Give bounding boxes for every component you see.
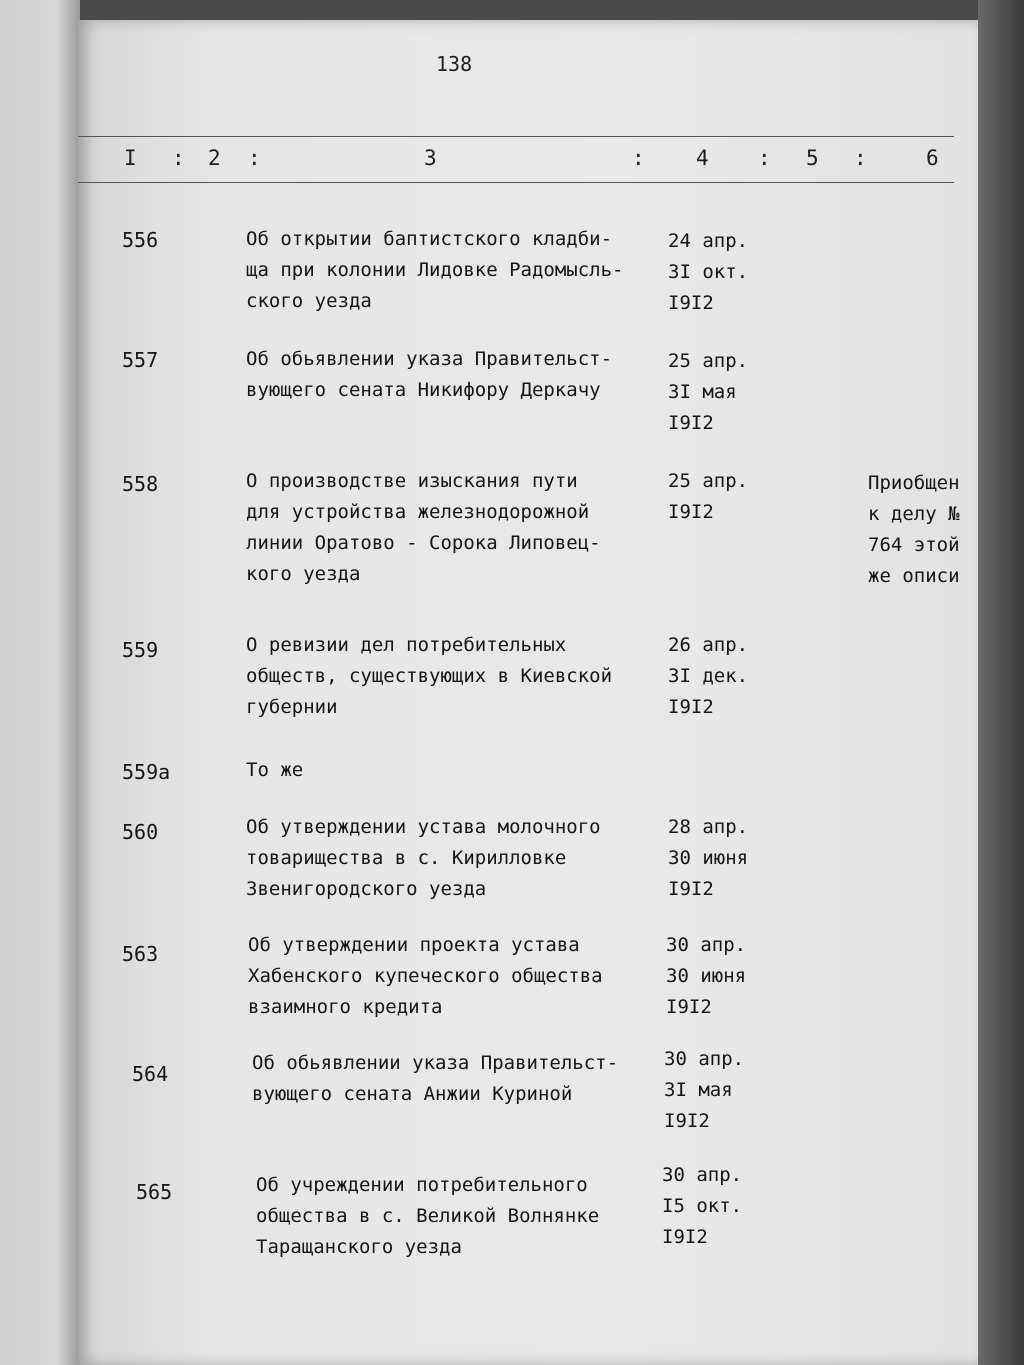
date-start: 25 апр.: [668, 470, 749, 492]
date-end: 3I окт.: [668, 261, 749, 283]
date-start: 24 апр.: [668, 230, 749, 252]
date-start: 30 апр.: [664, 1048, 745, 1070]
title-line: кого уезда: [246, 563, 361, 585]
case-dates: [666, 930, 746, 1023]
column-header-4: 4: [696, 146, 709, 170]
column-header-6: 6: [926, 146, 939, 170]
case-title: [246, 630, 666, 723]
date-end: 30 июня: [666, 965, 747, 987]
case-number: 560: [122, 820, 159, 844]
book-edge: [978, 0, 1024, 1365]
column-separator: :: [172, 146, 185, 170]
title-line: губернии: [246, 696, 338, 718]
case-dates: [664, 1044, 744, 1137]
date-year: I9I2: [668, 292, 714, 314]
title-line: Звенигородского уезда: [246, 878, 487, 900]
title-line: То же: [246, 759, 304, 781]
date-year: I9I2: [668, 501, 714, 523]
title-line: Таращанского уезда: [256, 1236, 462, 1258]
date-year: I9I2: [666, 996, 712, 1018]
note-line: Приобщен: [868, 472, 960, 494]
column-header-1: I: [124, 146, 137, 170]
case-number: 564: [132, 1062, 169, 1086]
title-line: ского уезда: [246, 290, 372, 312]
date-year: I9I2: [668, 412, 714, 434]
column-header-2: 2: [208, 146, 221, 170]
title-line: линии Оратово - Сорока Липовец-: [246, 532, 601, 554]
case-dates: [662, 1160, 742, 1253]
title-line: взаимного кредита: [248, 996, 443, 1018]
case-title: [246, 755, 666, 786]
date-year: I9I2: [662, 1226, 708, 1248]
title-line: для устройства железнодорожной: [246, 501, 590, 523]
title-line: Об открытии баптистского кладби-: [246, 228, 613, 250]
title-line: О ревизии дел потребительных: [246, 634, 567, 656]
case-number: 565: [136, 1180, 173, 1204]
note-line: к делу №: [868, 503, 960, 525]
column-separator: :: [632, 146, 645, 170]
case-dates: [668, 226, 748, 319]
date-end: 30 июня: [668, 847, 749, 869]
date-end: 3I мая: [668, 381, 737, 403]
date-start: 26 апр.: [668, 634, 749, 656]
case-title: [246, 466, 666, 590]
page-number: 138: [436, 52, 473, 76]
case-dates: [668, 630, 748, 723]
date-end: I5 окт.: [662, 1195, 743, 1217]
case-note: [868, 468, 976, 592]
case-dates: [668, 812, 748, 905]
case-dates: [668, 346, 748, 439]
column-separator: :: [758, 146, 771, 170]
case-number: 559: [122, 638, 159, 662]
column-separator: :: [248, 146, 261, 170]
title-line: О производстве изыскания пути: [246, 470, 578, 492]
header-bottom-rule: [78, 182, 954, 183]
case-title: [246, 812, 666, 905]
left-page-edge: [0, 0, 80, 1365]
title-line: Об обьявлении указа Правительст-: [246, 348, 613, 370]
case-title: [252, 1048, 672, 1110]
date-end: 3I мая: [664, 1079, 733, 1101]
date-year: I9I2: [668, 878, 714, 900]
date-year: I9I2: [668, 696, 714, 718]
case-title: [246, 344, 666, 406]
column-header-3: 3: [424, 146, 437, 170]
case-dates: [668, 466, 748, 528]
case-title: [248, 930, 668, 1023]
column-separator: :: [854, 146, 867, 170]
title-line: ща при колонии Лидовке Радомысль-: [246, 259, 624, 281]
case-number: 563: [122, 942, 159, 966]
date-year: I9I2: [664, 1110, 710, 1132]
header-top-rule: [78, 136, 954, 137]
case-number: 556: [122, 228, 159, 252]
title-line: обществ, существующих в Киевской: [246, 665, 613, 687]
title-line: товарищества в с. Кирилловке: [246, 847, 567, 869]
note-line: же описи: [868, 565, 960, 587]
case-number: 557: [122, 348, 159, 372]
date-start: 25 апр.: [668, 350, 749, 372]
date-end: 3I дек.: [668, 665, 749, 687]
note-line: 764 этой: [868, 534, 960, 556]
date-start: 30 апр.: [662, 1164, 743, 1186]
title-line: вующего сената Анжии Куриной: [252, 1083, 573, 1105]
case-title: [256, 1170, 676, 1263]
title-line: вующего сената Никифору Деркачу: [246, 379, 601, 401]
date-start: 30 апр.: [666, 934, 747, 956]
date-start: 28 апр.: [668, 816, 749, 838]
title-line: Об обьявлении указа Правительст-: [252, 1052, 619, 1074]
title-line: Об утверждении проекта устава: [248, 934, 580, 956]
case-number: 558: [122, 472, 159, 496]
case-number: 559а: [122, 760, 171, 784]
title-line: Об учреждении потребительного: [256, 1174, 588, 1196]
case-title: [246, 224, 666, 317]
column-header-5: 5: [806, 146, 819, 170]
title-line: Об утверждении устава молочного: [246, 816, 601, 838]
title-line: общества в с. Великой Волнянке: [256, 1205, 600, 1227]
title-line: Хабенского купеческого общества: [248, 965, 603, 987]
